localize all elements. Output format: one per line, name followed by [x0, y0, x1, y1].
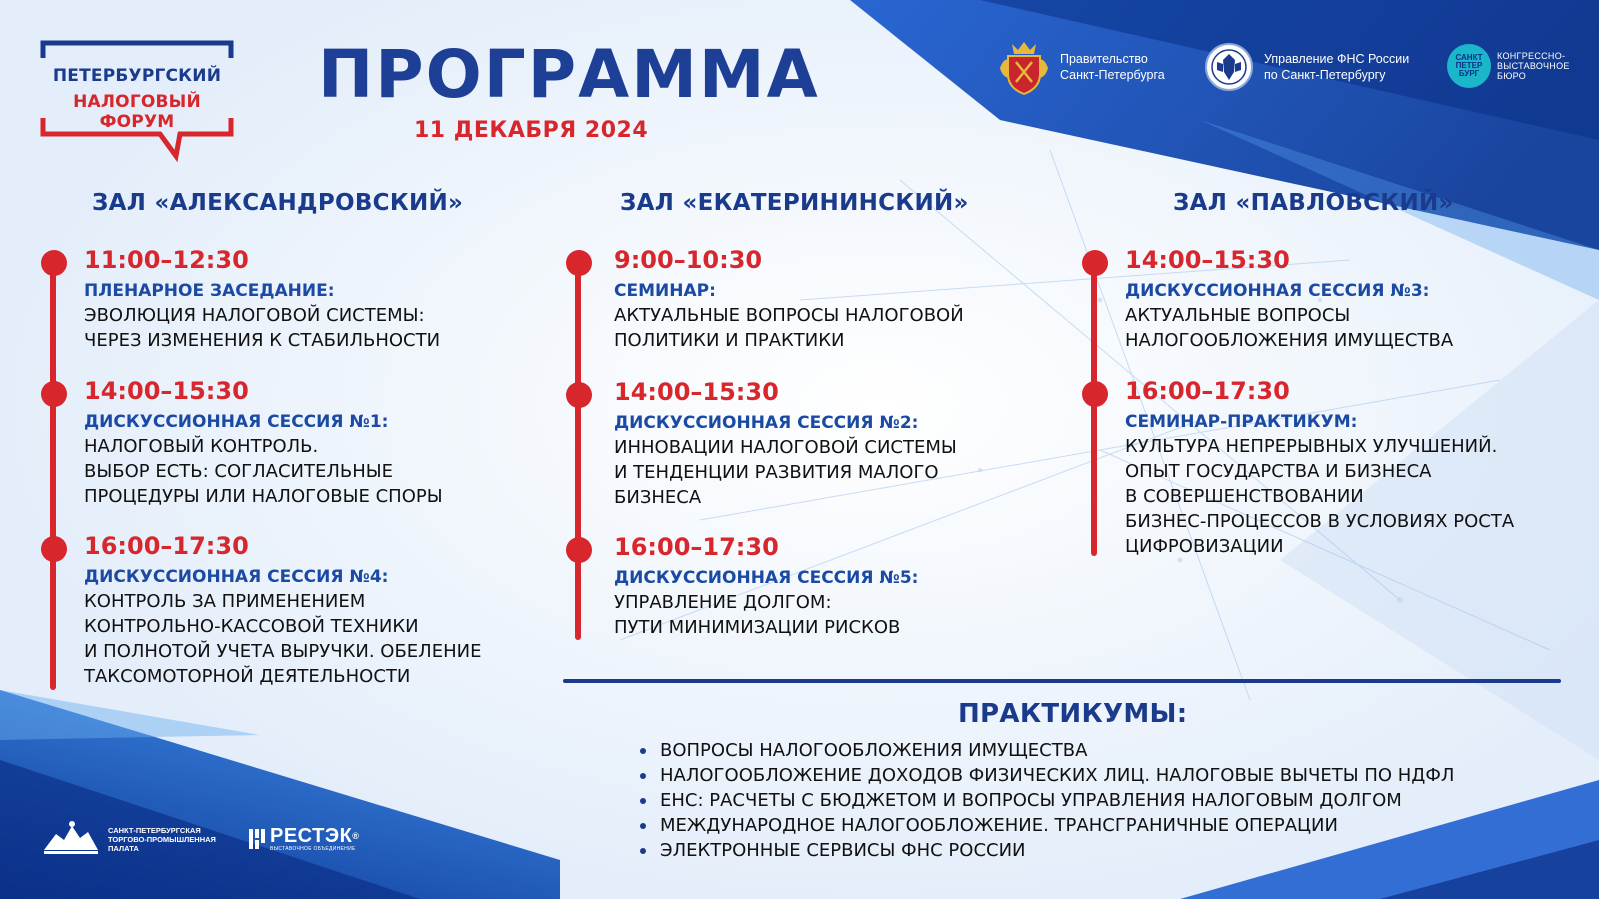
session-type: СЕМИНАР:	[614, 281, 716, 301]
list-item	[636, 763, 1454, 788]
session-item	[1125, 245, 1453, 353]
session-desc-line: И ТЕНДЕНЦИИ РАЗВИТИЯ МАЛОГО	[614, 462, 939, 483]
session-item	[1125, 376, 1514, 559]
practicum-text: ВОПРОСЫ НАЛОГООБЛОЖЕНИЯ ИМУЩЕСТВА	[660, 740, 1088, 761]
registered-mark: ®	[352, 831, 360, 841]
hall-title-pavlovsky: ЗАЛ «ПАВЛОВСКИЙ»	[1173, 190, 1454, 216]
partner-spb-government	[998, 38, 1165, 96]
bullet-icon	[640, 748, 646, 754]
list-item	[636, 838, 1454, 863]
session-desc-line: ЭВОЛЮЦИЯ НАЛОГОВОЙ СИСТЕМЫ:	[84, 305, 425, 326]
session-time: 14:00–15:30	[1125, 246, 1290, 274]
session-desc-line: БИЗНЕСА	[614, 487, 702, 508]
timeline-dot	[41, 381, 67, 407]
fns-emblem-icon	[1204, 42, 1254, 92]
chamber-of-commerce-icon	[40, 820, 102, 858]
hall-title-aleksandrovsky: ЗАЛ «АЛЕКСАНДРОВСКИЙ»	[92, 190, 464, 216]
session-item	[614, 245, 964, 353]
session-desc-line: ИННОВАЦИИ НАЛОГОВОЙ СИСТЕМЫ	[614, 437, 957, 458]
session-time: 14:00–15:30	[614, 378, 779, 406]
page-title: ПРОГРАММА	[318, 36, 820, 113]
session-item	[614, 377, 957, 510]
list-item	[636, 813, 1454, 838]
session-item	[84, 245, 440, 353]
list-item	[636, 738, 1454, 763]
bullet-icon	[640, 823, 646, 829]
timeline-dot	[1082, 381, 1108, 407]
bullet-icon	[640, 773, 646, 779]
session-item	[614, 532, 918, 640]
restec-logo	[248, 828, 266, 850]
session-desc-line: НАЛОГОВЫЙ КОНТРОЛЬ.	[84, 436, 319, 457]
partner-fns	[1204, 42, 1409, 92]
partner-3-line1: КОНГРЕССНО-	[1497, 51, 1566, 61]
practicum-text: ЭЛЕКТРОННЫЕ СЕРВИСЫ ФНС РОССИИ	[660, 840, 1026, 861]
practicum-text: МЕЖДУНАРОДНОЕ НАЛОГООБЛОЖЕНИЕ. ТРАНСГРАНИЧНЫЕ ОПЕРАЦИИ	[660, 815, 1338, 836]
partner-1-line2: Санкт-Петербурга	[1060, 68, 1165, 82]
chamber-line3: ПАЛАТА	[108, 843, 139, 853]
logo-restec	[248, 826, 359, 852]
session-time: 14:00–15:30	[84, 377, 249, 405]
partner-1-line1: Правительство	[1060, 52, 1148, 66]
timeline-line	[50, 256, 56, 690]
forum-name-line2: НАЛОГОВЫЙ ФОРУМ	[73, 92, 201, 132]
session-time: 11:00–12:30	[84, 246, 249, 274]
partner-congress-bureau	[1447, 44, 1570, 88]
session-desc-line: ВЫБОР ЕСТЬ: СОГЛАСИТЕЛЬНЫЕ	[84, 461, 394, 482]
session-time: 9:00–10:30	[614, 246, 763, 274]
practicum-text: ЕНС: РАСЧЕТЫ С БЮДЖЕТОМ И ВОПРОСЫ УПРАВЛЕНИЯ НАЛОГОВЫМ ДОЛГОМ	[660, 790, 1402, 811]
practicums-list	[636, 738, 1454, 863]
session-desc-line: ПОЛИТИКИ И ПРАКТИКИ	[614, 330, 845, 351]
session-desc-line: НАЛОГООБЛОЖЕНИЯ ИМУЩЕСТВА	[1125, 330, 1454, 351]
forum-logo	[40, 40, 234, 164]
timeline-dot	[566, 382, 592, 408]
section-divider	[563, 679, 1561, 683]
list-item	[636, 788, 1454, 813]
bullet-icon	[640, 798, 646, 804]
session-desc-line: ОПЫТ ГОСУДАРСТВА И БИЗНЕСА	[1125, 461, 1432, 482]
session-desc-line: ЦИФРОВИЗАЦИИ	[1125, 536, 1284, 557]
session-time: 16:00–17:30	[84, 532, 249, 560]
partner-3-line2: ВЫСТАВОЧНОЕ	[1497, 61, 1570, 71]
forum-name-line1: ПЕТЕРБУРГСКИЙ	[52, 66, 222, 86]
session-time: 16:00–17:30	[614, 533, 779, 561]
session-item	[84, 376, 443, 509]
session-time: 16:00–17:30	[1125, 377, 1290, 405]
chamber-line1: САНКТ-ПЕТЕРБУРГСКАЯ	[108, 825, 201, 835]
session-type: ДИСКУССИОННАЯ СЕССИЯ №2:	[614, 413, 919, 433]
session-desc-line: КОНТРОЛЬ ЗА ПРИМЕНЕНИЕМ	[84, 591, 366, 612]
event-date: 11 ДЕКАБРЯ 2024	[414, 118, 649, 143]
partner-3-line3: БЮРО	[1497, 71, 1527, 81]
partner-2-line1: Управление ФНС России	[1264, 52, 1410, 66]
session-desc-line: ЧЕРЕЗ ИЗМЕНЕНИЯ К СТАБИЛЬНОСТИ	[84, 330, 441, 351]
coat-of-arms-icon	[998, 38, 1050, 96]
congress-bureau-mark: САНКТ ПЕТЕР БУРГ	[1455, 53, 1483, 78]
session-type: ПЛЕНАРНОЕ ЗАСЕДАНИЕ:	[84, 281, 335, 301]
session-desc-line: В СОВЕРШЕНСТВОВАНИИ	[1125, 486, 1364, 507]
session-desc-line: УПРАВЛЕНИЕ ДОЛГОМ:	[614, 592, 832, 613]
session-type: ДИСКУССИОННАЯ СЕССИЯ №1:	[84, 412, 389, 432]
session-desc-line: АКТУАЛЬНЫЕ ВОПРОСЫ	[1125, 305, 1351, 326]
restec-brand: РЕСТЭК	[270, 825, 353, 847]
timeline-line	[575, 256, 581, 640]
session-type: ДИСКУССИОННАЯ СЕССИЯ №3:	[1125, 281, 1430, 301]
timeline-dot	[1082, 250, 1108, 276]
session-desc-line: ПУТИ МИНИМИЗАЦИИ РИСКОВ	[614, 617, 901, 638]
partner-2-line2: по Санкт-Петербургу	[1264, 68, 1386, 82]
session-desc-line: ТАКСОМОТОРНОЙ ДЕЯТЕЛЬНОСТИ	[84, 666, 411, 687]
bullet-icon	[640, 848, 646, 854]
session-desc-line: КУЛЬТУРА НЕПРЕРЫВНЫХ УЛУЧШЕНИЙ.	[1125, 436, 1498, 457]
session-desc-line: КОНТРОЛЬНО-КАССОВОЙ ТЕХНИКИ	[84, 616, 419, 637]
practicum-text: НАЛОГООБЛОЖЕНИЕ ДОХОДОВ ФИЗИЧЕСКИХ ЛИЦ. НАЛОГОВЫЕ ВЫЧЕТЫ ПО НДФЛ	[660, 765, 1455, 786]
session-item	[84, 531, 481, 689]
session-desc-line: И ПОЛНОТОЙ УЧЕТА ВЫРУЧКИ. ОБЕЛЕНИЕ	[84, 641, 482, 662]
session-type: ДИСКУССИОННАЯ СЕССИЯ №4:	[84, 567, 389, 587]
hall-title-ekaterininsky: ЗАЛ «ЕКАТЕРИНИНСКИЙ»	[620, 190, 969, 216]
timeline-dot	[566, 537, 592, 563]
practicums-title: ПРАКТИКУМЫ:	[958, 699, 1188, 729]
session-type: ДИСКУССИОННАЯ СЕССИЯ №5:	[614, 568, 919, 588]
session-desc-line: ПРОЦЕДУРЫ ИЛИ НАЛОГОВЫЕ СПОРЫ	[84, 486, 443, 507]
timeline-dot	[566, 250, 592, 276]
session-desc-line: БИЗНЕС-ПРОЦЕССОВ В УСЛОВИЯХ РОСТА	[1125, 511, 1515, 532]
session-type: СЕМИНАР-ПРАКТИКУМ:	[1125, 412, 1358, 432]
restec-subtitle: ВЫСТАВОЧНОЕ ОБЪЕДИНЕНИЕ	[270, 846, 356, 852]
chamber-line2: ТОРГОВО-ПРОМЫШЛЕННАЯ	[108, 834, 216, 844]
timeline-dot	[41, 536, 67, 562]
session-desc-line: АКТУАЛЬНЫЕ ВОПРОСЫ НАЛОГОВОЙ	[614, 305, 964, 326]
logo-chamber-of-commerce	[40, 820, 216, 858]
timeline-dot	[41, 250, 67, 276]
congress-bureau-logo	[1447, 44, 1491, 88]
